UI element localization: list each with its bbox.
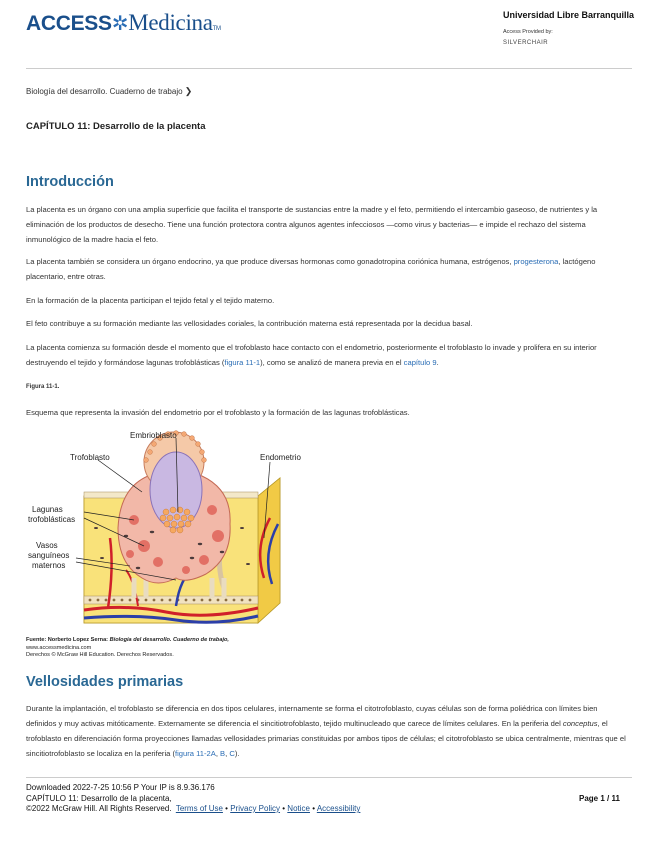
intro-paragraph-5 xyxy=(26,340,626,370)
label-embrioblasto: Embrioblasto xyxy=(130,431,177,440)
dot-3: • xyxy=(312,804,316,813)
logo-tm: TM xyxy=(212,26,221,32)
intro-paragraph-2 xyxy=(26,254,626,284)
breadcrumb-book[interactable]: Biología del desarrollo. Cuaderno de trabajo xyxy=(26,87,183,96)
figure-caption: Esquema que representa la invasión del endometrio por el trofoblasto y la formación de las lagunas trofoblásticas. xyxy=(26,408,410,417)
chapter-title: CAPÍTULO 11: Desarrollo de la placenta xyxy=(26,121,206,132)
source-citation xyxy=(26,637,229,645)
intro-paragraph-1: La placenta es un órgano con una amplia superficie que facilita el transporte de sustancias entre la madre y el feto, permitiendo el intercambio gaseoso, de nutrientes y la eliminación de los productos de desecho. Tiene una función protectora contra algunos agentes infecciosos —como virus y bacterias— e impide el rechazo del sistema inmunológico de la madre hacia el feto. xyxy=(26,205,598,244)
p5-text-before: La placenta comienza su formación desde el momento que el trofoblasto hace contacto con el endometrio, posteriormente el trofoblasto lo invade y prolifera en su interior destruyendo el tejido y formándose lagunas trofoblásticas ( xyxy=(26,343,597,367)
label-vasos-3: maternos xyxy=(32,561,66,570)
p2-text-before: La placenta también se considera un órgano endocrino, ya que produce diversas hormonas como gonadotropina coriónica humana, estrógenos, xyxy=(26,257,514,266)
logo-medicina-text: Medicina xyxy=(128,10,213,35)
terms-of-use-link[interactable]: Terms of Use xyxy=(175,804,223,813)
figura-11-1-link[interactable]: figura 11-1 xyxy=(224,358,261,367)
vp1-italic: conceptus xyxy=(562,719,598,728)
footer-links-row xyxy=(26,804,360,815)
section-heading-vellosidades: Vellosidades primarias xyxy=(26,674,184,690)
vp1-text-before: Durante la implantación, el trofoblasto se diferencia en dos tipos celulares, internamente se forma el citotrofoblasto, cuyas células son de forma poliédrica con límites bien definidos y muy activas mitóticamente. Externamente se diferencia el sincitiotrofoblasto, tejido multinucleado que carece de límites celulares. En la periferia del xyxy=(26,704,598,728)
access-provided-by: Access Provided by: xyxy=(503,29,553,35)
dot-1: • xyxy=(225,804,228,813)
p5-text-after: . xyxy=(436,358,439,367)
vp1-text-mid: , el trofoblasto en diferenciación forma proyecciones llamadas vellosidades primarias constituidas por ambos tipos de células; el citotrofoblasto se ubica centralmente, mientras que el sincitiotrofoblasto se localiza en la periferia ( xyxy=(26,719,626,758)
download-info: Downloaded 2022-7-25 10:56 P Your IP is 8.9.36.176 xyxy=(26,783,215,792)
vp1-text-after: ). xyxy=(234,749,240,758)
label-vasos-1: Vasos xyxy=(36,541,58,550)
placenta-diagram xyxy=(26,428,301,636)
figura-11-2a-link[interactable]: figura 11-2A xyxy=(175,749,216,758)
vellosidades-paragraph-1 xyxy=(26,701,626,761)
label-lagunas-2: trofoblásticas xyxy=(28,515,76,524)
figure-label: Figura 11-1. xyxy=(26,384,60,390)
section-heading-introduccion: Introducción xyxy=(26,174,114,190)
notice-link[interactable]: Notice xyxy=(287,804,310,813)
chevron-right-icon: ❯ xyxy=(184,86,193,96)
page-header xyxy=(0,0,655,68)
label-trofoblasto: Trofoblasto xyxy=(70,453,110,462)
accessibility-link[interactable]: Accessibility xyxy=(316,804,361,813)
capitulo-9-link[interactable]: capítulo 9 xyxy=(403,358,437,367)
source-copyright: Derechos © McGraw Hill Education. Derechos Reservados. xyxy=(26,652,174,658)
source-title: Biología del desarrollo. Cuaderno de trabajo, xyxy=(109,637,229,643)
header-divider xyxy=(26,68,632,69)
label-vasos-2: sanguíneos xyxy=(28,551,70,560)
figura-11-2b-link[interactable]: B xyxy=(220,749,226,758)
source-prefix: Fuente: Norberto Lopez Serna: xyxy=(26,637,110,643)
page-number: Page 1 / 11 xyxy=(579,794,620,803)
institution-name: Universidad Libre Barranquilla xyxy=(503,10,635,20)
intro-paragraph-4: El feto contribuye a su formación mediante las vellosidades coriales, la contribución materna está representada por la decidua basal. xyxy=(26,319,473,328)
p2-text-after: , lactógeno placentario, entre otras. xyxy=(26,257,596,281)
vp1-sep-2: , xyxy=(225,749,230,758)
page-footer xyxy=(26,783,360,815)
footer-chapter: CAPÍTULO 11: Desarrollo de la placenta, xyxy=(26,793,172,803)
breadcrumb[interactable] xyxy=(26,86,192,97)
source-url: www.accessmedicina.com xyxy=(26,644,92,651)
footer-divider xyxy=(26,777,632,778)
figura-11-2c-link[interactable]: C xyxy=(229,749,235,758)
logo-access-text: ACCESS xyxy=(26,12,112,35)
intro-paragraph-3: En la formación de la placenta participan el tejido fetal y el tejido materno. xyxy=(26,296,275,305)
provider-logo: SILVERCHAIR xyxy=(503,40,549,46)
figure-source xyxy=(26,637,229,660)
privacy-policy-link[interactable]: Privacy Policy xyxy=(230,804,281,813)
figure-11-1-illustration[interactable] xyxy=(26,428,301,636)
accessmedicina-logo[interactable] xyxy=(26,10,221,36)
dot-2: • xyxy=(282,804,286,813)
label-endometrio: Endometrio xyxy=(260,453,301,462)
copyright-text: ©2022 McGraw Hill. All Rights Reserved. xyxy=(26,804,172,813)
vp1-sep-1: , xyxy=(215,749,221,758)
p5-text-mid: ), como se analizó de manera previa en el xyxy=(260,358,404,367)
logo-star-icon: ✲ xyxy=(111,13,129,35)
progesterona-link[interactable]: progesterona xyxy=(513,257,559,266)
label-lagunas-1: Lagunas xyxy=(32,505,63,514)
